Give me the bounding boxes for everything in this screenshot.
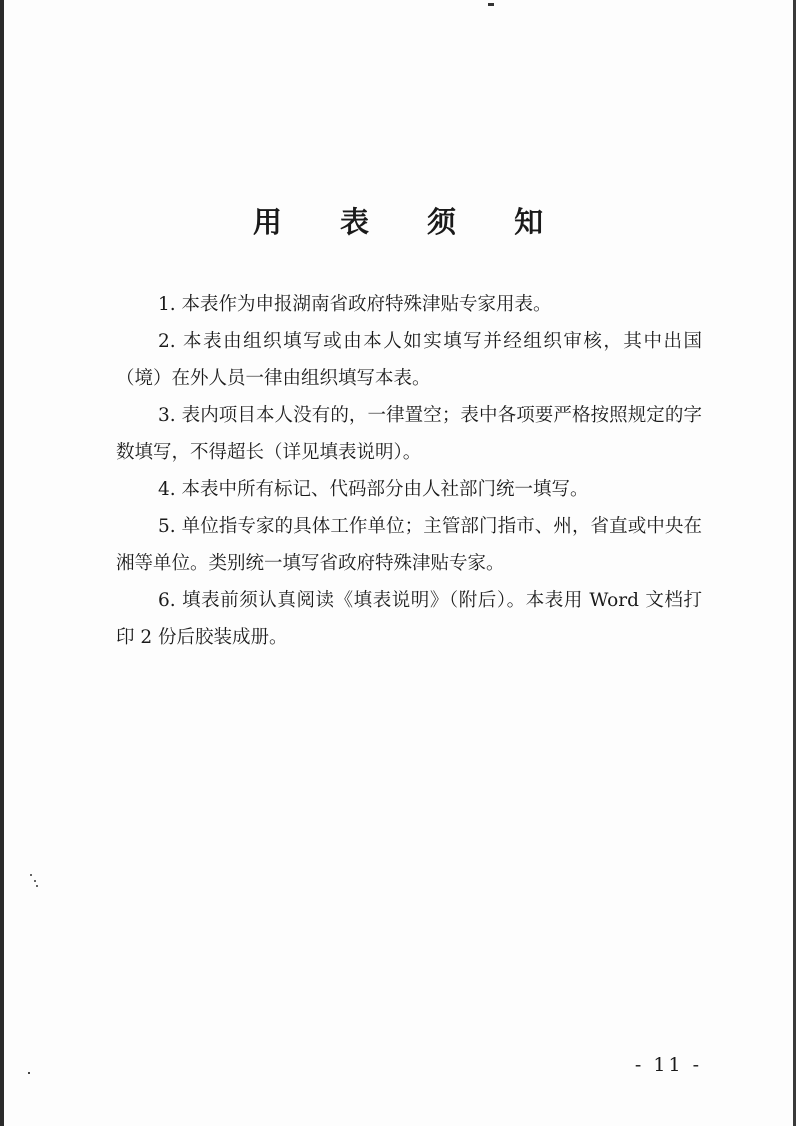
page-number: - 11 - [634, 1054, 702, 1076]
instruction-item-6: 6. 填表前须认真阅读《填表说明》（附后）。本表用 Word 文档打印 2 份后胶装成册。 [116, 590, 702, 648]
instruction-item-1: 1. 本表作为申报湖南省政府特殊津贴专家用表。 [158, 294, 552, 315]
instruction-item-2: 2. 本表由组织填写或由本人如实填写并经组织审核，其中出国（境）在外人员一律由组织填写本表。 [116, 331, 702, 389]
instruction-item-4: 4. 本表中所有标记、代码部分由人社部门统一填写。 [158, 479, 589, 500]
scan-mark [488, 3, 494, 6]
instruction-item-3: 3. 表内项目本人没有的，一律置空；表中各项要严格按照规定的字数填写，不得超长（详见填表说明）。 [116, 405, 702, 463]
scan-specks [30, 874, 40, 888]
scan-speck [28, 1072, 30, 1074]
instructions-body [116, 286, 702, 656]
instruction-item-5: 5. 单位指专家的具体工作单位；主管部门指市、州，省直或中央在湘等单位。类别统一填写省政府特殊津贴专家。 [116, 516, 702, 574]
scan-edge-left [0, 0, 4, 1126]
page-title: 用 表 须 知 [252, 205, 568, 239]
